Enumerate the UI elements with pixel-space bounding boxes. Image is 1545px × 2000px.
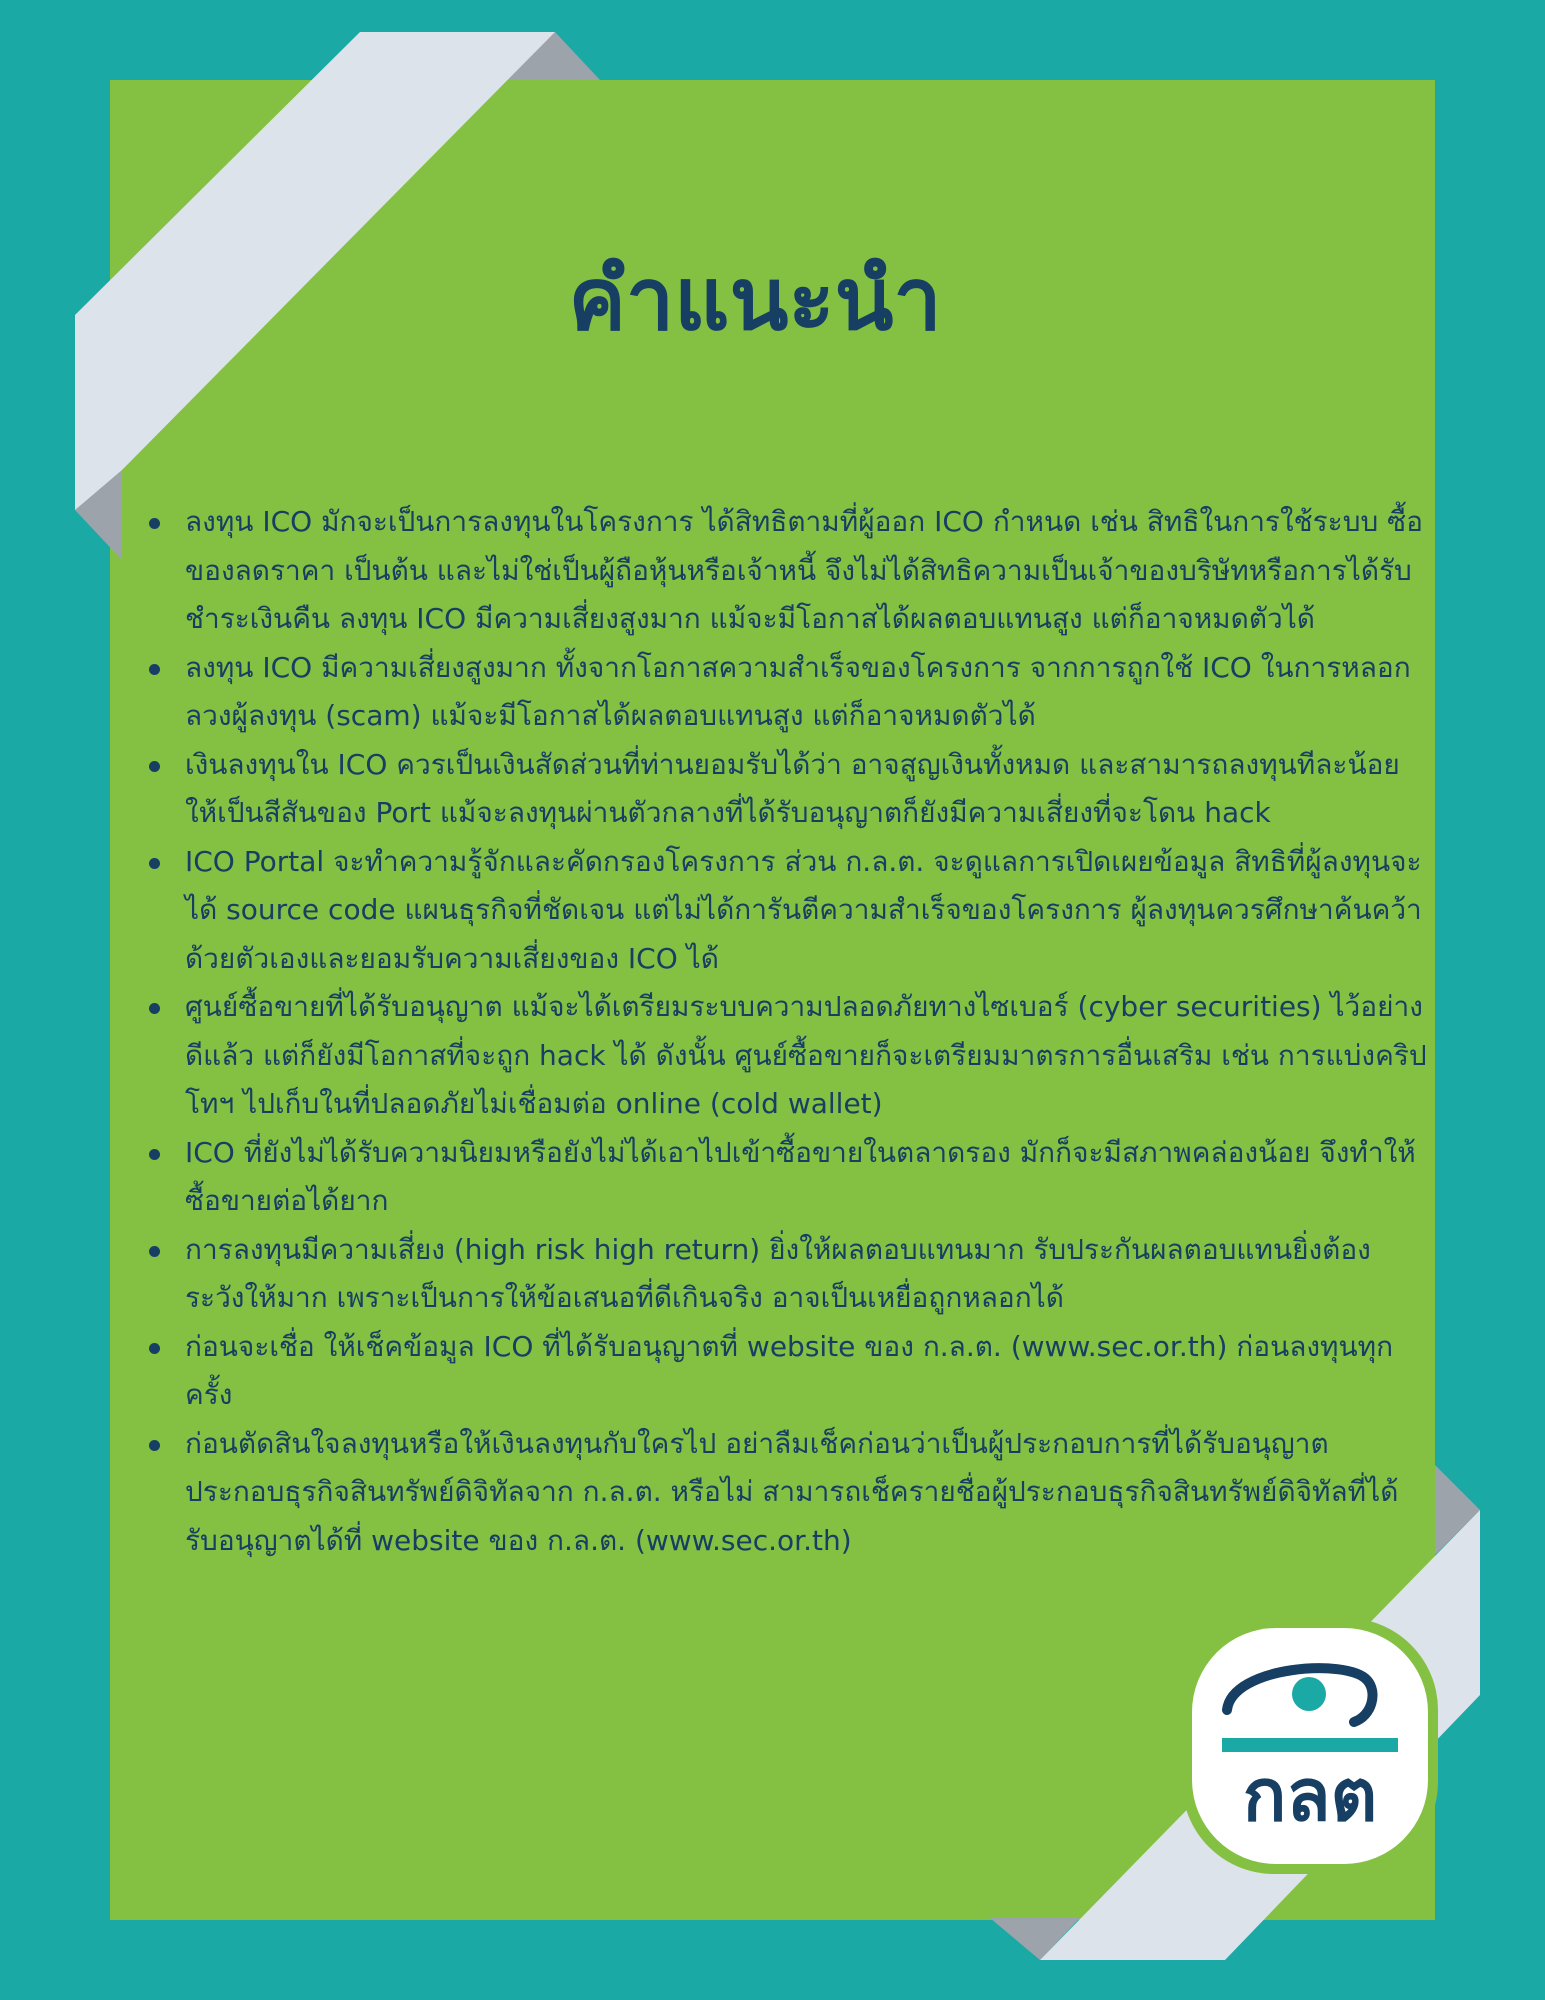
list-item: [147, 498, 1427, 644]
sec-logo: [1182, 1618, 1438, 1874]
list-item-text: การลงทุนมีความเสี่ยง (high risk high return) ยิ่งให้ผลตอบแทนมาก รับประกันผลตอบแทนยิ่งต้องระวังให้มาก เพราะเป็นการให้ข้อเสนอที่ดีเกินจริง อาจเป็นเหยื่อถูกหลอกได้: [185, 1232, 1371, 1314]
list-item: [147, 838, 1427, 984]
bullet-icon: [149, 1440, 160, 1451]
list-item: [147, 1226, 1427, 1323]
list-item-text: ICO Portal จะทำความรู้จักและคัดกรองโครงการ ส่วน ก.ล.ต. จะดูแลการเปิดเผยข้อมูล สิทธิที่ผู้ลงทุนจะได้ source code แผนธุรกิจที่ชัดเจน แต่ไม่ได้การันตีความสำเร็จของโครงการ ผู้ลงทุนควรศึกษาค้นคว้าด้วยตัวเองและยอมรับความเสี่ยงของ ICO ได้: [185, 844, 1422, 975]
list-item: [147, 1420, 1427, 1566]
bullet-icon: [149, 1149, 160, 1160]
list-item-text: ก่อนตัดสินใจลงทุนหรือให้เงินลงทุนกับใครไป อย่าลืมเช็คก่อนว่าเป็นผู้ประกอบการที่ได้รับอนุญาตประกอบธุรกิจสินทรัพย์ดิจิทัลจาก ก.ล.ต. หรือไม่ สามารถเช็ครายชื่อผู้ประกอบธุรกิจสินทรัพย์ดิจิทัลที่ได้รับอนุญาตได้ที่ website ของ ก.ล.ต. (www.sec.or.th): [185, 1426, 1399, 1557]
list-item-text: ลงทุน ICO มีความเสี่ยงสูงมาก ทั้งจากโอกาสความสำเร็จของโครงการ จากการถูกใช้ ICO ในการหลอกลวงผู้ลงทุน (scam) แม้จะมีโอกาสได้ผลตอบแทนสูง แต่ก็อาจหมดตัวได้: [185, 650, 1411, 732]
tips-list: [147, 498, 1427, 1565]
bullet-icon: [149, 1343, 160, 1354]
list-item-text: ก่อนจะเชื่อ ให้เช็คข้อมูล ICO ที่ได้รับอนุญาตที่ website ของ ก.ล.ต. (www.sec.or.th) ก่อนลงทุนทุกครั้ง: [185, 1329, 1394, 1411]
page-title: คำแนะนำ: [568, 250, 942, 350]
list-item-text: ศูนย์ซื้อขายที่ได้รับอนุญาต แม้จะได้เตรียมระบบความปลอดภัยทางไซเบอร์ (cyber securities) ไว้อย่างดีแล้ว แต่ก็ยังมีโอกาสที่จะถูก hack ได้ ดังนั้น ศูนย์ซื้อขายก็จะเตรียมมาตรการอื่นเสริม เช่น การแบ่งคริปโทฯ ไปเก็บในที่ปลอดภัยไม่เชื่อมต่อ online (cold wallet): [185, 990, 1427, 1120]
list-item-text: ลงทุน ICO มักจะเป็นการลงทุนในโครงการ ได้สิทธิตามที่ผู้ออก ICO กำหนด เช่น สิทธิในการใช้ระบบ ซื้อของลดราคา เป็นต้น และไม่ใช่เป็นผู้ถือหุ้นหรือเจ้าหนี้ จึงไม่ได้สิทธิความเป็นเจ้าของบริษัทหรือการได้รับชำระเงินคืน ลงทุน ICO มีความเสี่ยงสูงมาก แม้จะมีโอกาสได้ผลตอบแทนสูง แต่ก็อาจหมดตัวได้: [185, 505, 1423, 635]
bullet-icon: [149, 1246, 160, 1257]
bullet-icon: [149, 761, 160, 772]
logo-text: กลต: [1242, 1753, 1378, 1837]
list-item: [147, 1323, 1427, 1420]
bullet-icon: [149, 1003, 160, 1014]
list-item: [147, 1129, 1427, 1226]
list-item-text: ICO ที่ยังไม่ได้รับความนิยมหรือยังไม่ได้เอาไปเข้าซื้อขายในตลาดรอง มักก็จะมีสภาพคล่องน้อย จึงทำให้ซื้อขายต่อได้ยาก: [185, 1135, 1416, 1217]
logo-accent-bar: [1222, 1738, 1398, 1752]
list-item: [147, 741, 1427, 838]
list-item: [147, 983, 1427, 1129]
list-item-text: เงินลงทุนใน ICO ควรเป็นเงินสัดส่วนที่ท่านยอมรับได้ว่า อาจสูญเงินทั้งหมด และสามารถลงทุนทีละน้อยให้เป็นสีสันของ Port แม้จะลงทุนผ่านตัวกลางที่ได้รับอนุญาตก็ยังมีความเสี่ยงที่จะโดน hack: [185, 747, 1400, 829]
bullet-icon: [149, 518, 160, 529]
logo-dot-icon: [1292, 1677, 1326, 1711]
bullet-icon: [149, 664, 160, 675]
bullet-icon: [149, 858, 160, 869]
list-item: [147, 644, 1427, 741]
